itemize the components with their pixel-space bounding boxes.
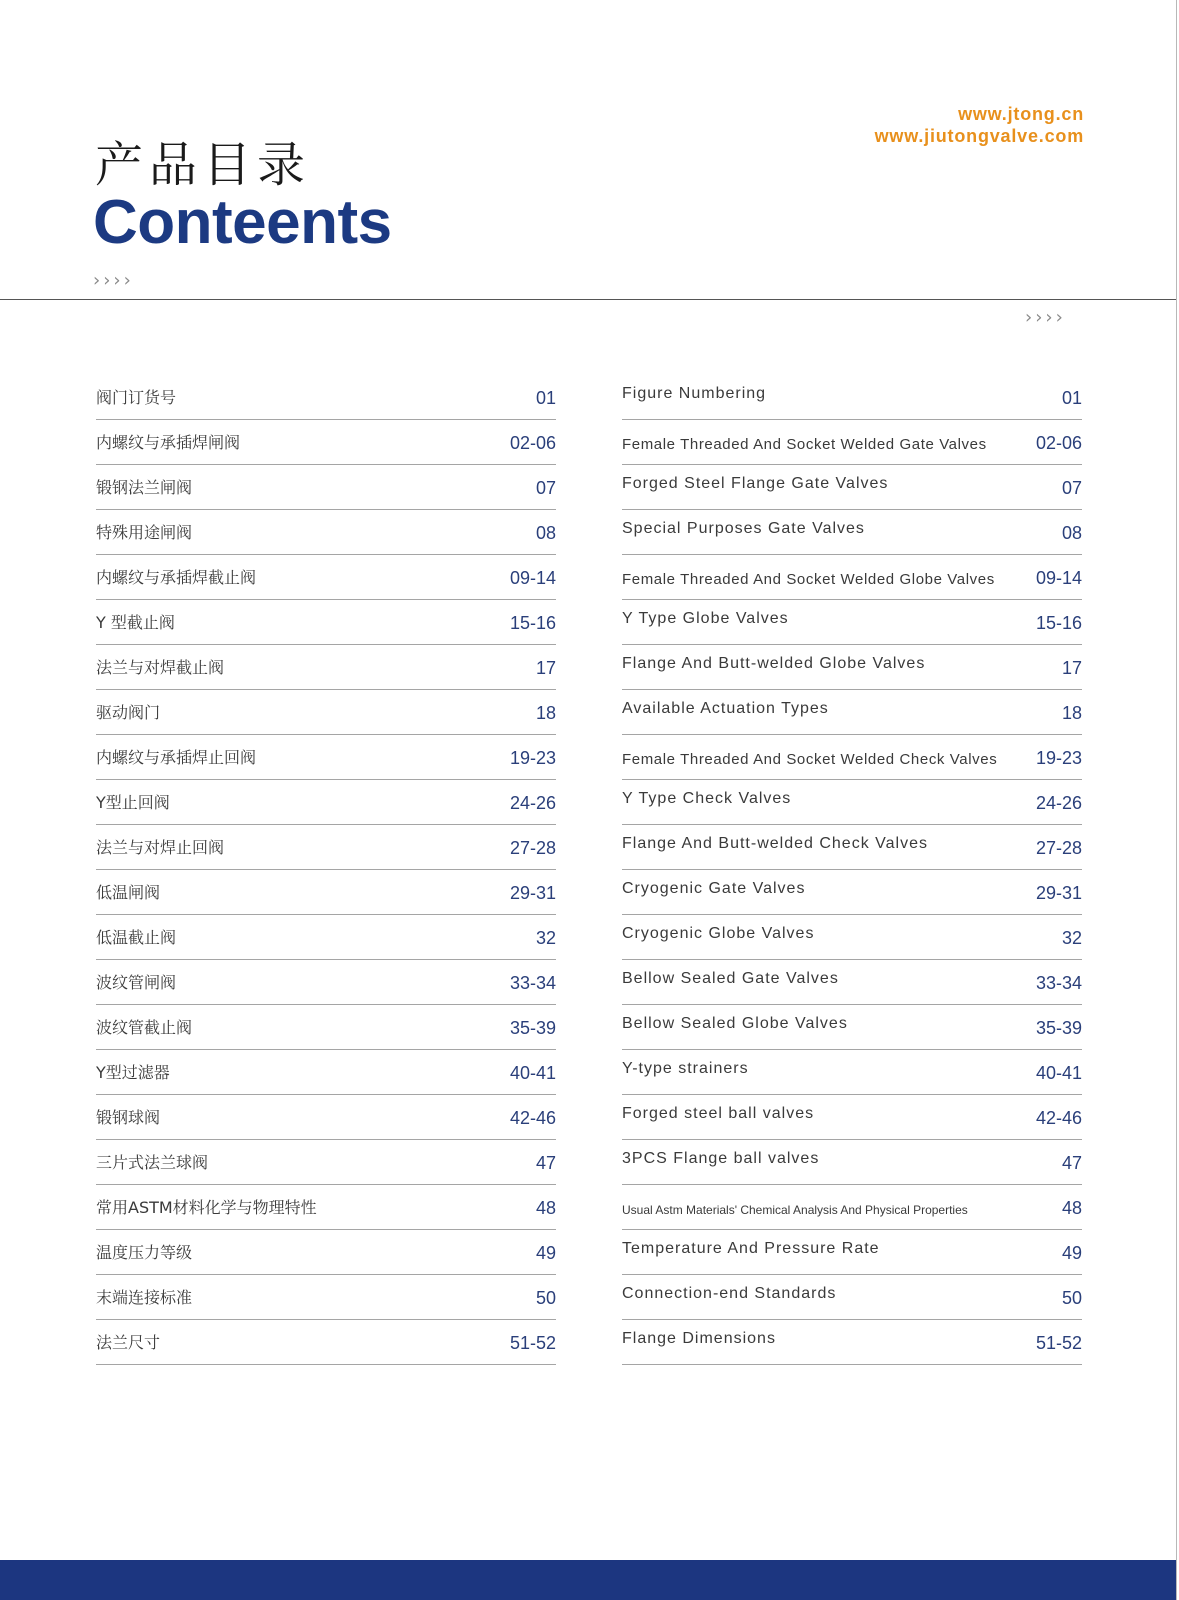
toc-row-english[interactable] xyxy=(622,375,1082,420)
chevrons-icon: ›››› xyxy=(93,270,134,291)
toc-entry-page-number: 32 xyxy=(535,928,556,948)
toc-entry-page-number: 27-28 xyxy=(509,838,556,858)
toc-entry-label: Female Threaded And Socket Welded Check Valves xyxy=(622,751,998,768)
toc-entry-page-number: 27-28 xyxy=(1035,838,1082,858)
toc-entry-page-number: 49 xyxy=(1061,1243,1082,1263)
toc-entry-page-number: 51-52 xyxy=(509,1333,556,1353)
toc-entry-label: Y 型截止阀 xyxy=(96,613,175,632)
toc-entry-page-number: 29-31 xyxy=(1035,883,1082,903)
toc-row-english[interactable] xyxy=(622,1320,1082,1365)
toc-row-chinese[interactable] xyxy=(96,780,556,825)
toc-entry-label: 锻钢法兰闸阀 xyxy=(96,478,193,497)
toc-row-chinese[interactable] xyxy=(96,1005,556,1050)
toc-entry-page-number: 50 xyxy=(1061,1288,1082,1308)
toc-row-chinese[interactable] xyxy=(96,465,556,510)
toc-entry-page-number: 02-06 xyxy=(509,433,556,453)
toc-entry-label: 波纹管截止阀 xyxy=(96,1018,193,1037)
toc-row-chinese[interactable] xyxy=(96,555,556,600)
toc-entry-page-number: 01 xyxy=(535,388,556,408)
toc-row-english[interactable] xyxy=(622,960,1082,1005)
toc-row-chinese[interactable] xyxy=(96,1140,556,1185)
toc-row-chinese[interactable] xyxy=(96,690,556,735)
toc-entry-page-number: 08 xyxy=(1061,523,1082,543)
toc-entry-label: Usual Astm Materials' Chemical Analysis And Physical Properties xyxy=(622,1203,968,1217)
toc-entry-page-number: 47 xyxy=(1061,1153,1082,1173)
toc-row-english[interactable] xyxy=(622,825,1082,870)
toc-entry-page-number: 18 xyxy=(1061,703,1082,723)
toc-entry-page-number: 19-23 xyxy=(509,748,556,768)
toc-entry-label: 特殊用途闸阀 xyxy=(96,523,193,542)
toc-entry-label: Forged steel ball valves xyxy=(622,1105,815,1122)
toc-entry-label: Available Actuation Types xyxy=(622,700,829,717)
toc-entry-label: 三片式法兰球阀 xyxy=(96,1153,209,1172)
toc-row-chinese[interactable] xyxy=(96,510,556,555)
toc-english-list xyxy=(622,375,1082,1365)
toc-entry-page-number: 07 xyxy=(1061,478,1082,498)
toc-entry-label: 常用ASTM材料化学与物理特性 xyxy=(96,1198,317,1217)
toc-entry-page-number: 51-52 xyxy=(1035,1333,1082,1353)
toc-entry-label: 低温闸阀 xyxy=(96,883,161,902)
toc-row-english[interactable] xyxy=(622,1095,1082,1140)
toc-row-chinese[interactable] xyxy=(96,1050,556,1095)
page-title-english: Conteents xyxy=(93,188,392,257)
website-urls xyxy=(875,103,1084,147)
toc-entry-label: 锻钢球阀 xyxy=(96,1108,161,1127)
toc-entry-label: Forged Steel Flange Gate Valves xyxy=(622,475,889,492)
toc-entry-page-number: 09-14 xyxy=(509,568,556,588)
toc-entry-label: Cryogenic Globe Valves xyxy=(622,925,815,942)
toc-row-english[interactable] xyxy=(622,510,1082,555)
toc-entry-label: 3PCS Flange ball valves xyxy=(622,1150,820,1167)
toc-row-chinese[interactable] xyxy=(96,1230,556,1275)
toc-row-english[interactable] xyxy=(622,1185,1082,1230)
toc-row-chinese[interactable] xyxy=(96,735,556,780)
toc-entry-label: Special Purposes Gate Valves xyxy=(622,520,865,537)
toc-entry-page-number: 19-23 xyxy=(1035,748,1082,768)
toc-entry-label: Temperature And Pressure Rate xyxy=(622,1240,880,1257)
toc-row-english[interactable] xyxy=(622,735,1082,780)
page-title-chinese: 产品目录 xyxy=(95,137,312,193)
toc-entry-label: 驱动阀门 xyxy=(96,703,161,722)
toc-row-english[interactable] xyxy=(622,465,1082,510)
toc-entry-label: Y-type strainers xyxy=(622,1060,749,1077)
toc-entry-label: 阀门订货号 xyxy=(96,388,177,407)
toc-row-english[interactable] xyxy=(622,1140,1082,1185)
toc-entry-label: Bellow Sealed Gate Valves xyxy=(622,970,839,987)
toc-row-chinese[interactable] xyxy=(96,420,556,465)
toc-entry-page-number: 47 xyxy=(535,1153,556,1173)
toc-row-english[interactable] xyxy=(622,690,1082,735)
toc-entry-page-number: 35-39 xyxy=(1035,1018,1082,1038)
toc-row-english[interactable] xyxy=(622,600,1082,645)
toc-entry-label: 波纹管闸阀 xyxy=(96,973,177,992)
url-jtong-link[interactable]: www.jtong.cn xyxy=(958,104,1084,124)
toc-row-chinese[interactable] xyxy=(96,1095,556,1140)
toc-row-english[interactable] xyxy=(622,555,1082,600)
toc-row-english[interactable] xyxy=(622,1005,1082,1050)
toc-row-english[interactable] xyxy=(622,780,1082,825)
toc-entry-page-number: 07 xyxy=(535,478,556,498)
toc-entry-page-number: 15-16 xyxy=(1035,613,1082,633)
url-jiutongvalve-link[interactable]: www.jiutongvalve.com xyxy=(874,126,1084,146)
toc-entry-label: Y Type Check Valves xyxy=(622,790,792,807)
toc-entry-page-number: 40-41 xyxy=(509,1063,556,1083)
toc-entry-page-number: 24-26 xyxy=(1035,793,1082,813)
toc-entry-label: Female Threaded And Socket Welded Gate Valves xyxy=(622,436,987,453)
toc-row-chinese[interactable] xyxy=(96,1275,556,1320)
toc-row-english[interactable] xyxy=(622,1275,1082,1320)
toc-entry-page-number: 33-34 xyxy=(509,973,556,993)
toc-entry-label: Figure Numbering xyxy=(622,385,767,402)
toc-entry-label: 温度压力等级 xyxy=(96,1243,193,1262)
toc-entry-page-number: 40-41 xyxy=(1035,1063,1082,1083)
chevrons-icon: ›››› xyxy=(1025,307,1066,328)
toc-entry-page-number: 50 xyxy=(535,1288,556,1308)
toc-entry-page-number: 48 xyxy=(1061,1198,1082,1218)
toc-entry-page-number: 35-39 xyxy=(509,1018,556,1038)
toc-entry-label: 法兰与对焊截止阀 xyxy=(96,658,225,677)
toc-entry-label: 末端连接标准 xyxy=(96,1288,193,1307)
toc-entry-page-number: 42-46 xyxy=(509,1108,556,1128)
toc-entry-label: 内螺纹与承插焊截止阀 xyxy=(96,568,257,587)
toc-entry-label: Y型止回阀 xyxy=(96,793,170,812)
toc-entry-page-number: 49 xyxy=(535,1243,556,1263)
footer-bar xyxy=(0,1560,1176,1600)
toc-entry-label: Connection-end Standards xyxy=(622,1285,837,1302)
toc-entry-label: 法兰尺寸 xyxy=(96,1333,161,1352)
toc-row-chinese[interactable] xyxy=(96,870,556,915)
toc-entry-label: 内螺纹与承插焊止回阀 xyxy=(96,748,257,767)
toc-entry-label: Female Threaded And Socket Welded Globe Valves xyxy=(622,571,995,588)
toc-entry-label: 内螺纹与承插焊闸阀 xyxy=(96,433,241,452)
toc-entry-label: Y Type Globe Valves xyxy=(622,610,789,627)
toc-entry-page-number: 24-26 xyxy=(509,793,556,813)
toc-entry-page-number: 32 xyxy=(1061,928,1082,948)
toc-entry-label: 低温截止阀 xyxy=(96,928,177,947)
toc-entry-page-number: 17 xyxy=(535,658,556,678)
toc-entry-label: Y型过滤器 xyxy=(96,1063,170,1082)
toc-row-chinese[interactable] xyxy=(96,645,556,690)
toc-row-chinese[interactable] xyxy=(96,600,556,645)
header-divider xyxy=(0,299,1176,300)
toc-entry-page-number: 08 xyxy=(535,523,556,543)
toc-entry-page-number: 18 xyxy=(535,703,556,723)
toc-row-chinese[interactable] xyxy=(96,1185,556,1230)
toc-row-english[interactable] xyxy=(622,645,1082,690)
toc-entry-page-number: 29-31 xyxy=(509,883,556,903)
toc-entry-page-number: 48 xyxy=(535,1198,556,1218)
toc-entry-label: Flange And Butt-welded Globe Valves xyxy=(622,655,926,672)
toc-row-english[interactable] xyxy=(622,1050,1082,1095)
toc-row-english[interactable] xyxy=(622,420,1082,465)
toc-entry-page-number: 15-16 xyxy=(509,613,556,633)
toc-entry-label: Bellow Sealed Globe Valves xyxy=(622,1015,848,1032)
toc-row-english[interactable] xyxy=(622,870,1082,915)
toc-chinese-list xyxy=(96,375,556,1365)
toc-entry-page-number: 02-06 xyxy=(1035,433,1082,453)
toc-row-chinese[interactable] xyxy=(96,825,556,870)
toc-entry-label: Cryogenic Gate Valves xyxy=(622,880,806,897)
toc-entry-label: 法兰与对焊止回阀 xyxy=(96,838,225,857)
toc-row-chinese[interactable] xyxy=(96,915,556,960)
toc-row-chinese[interactable] xyxy=(96,375,556,420)
page-edge-line xyxy=(1176,0,1177,1600)
toc-row-english[interactable] xyxy=(622,915,1082,960)
toc-entry-page-number: 01 xyxy=(1061,388,1082,408)
toc-entry-label: Flange Dimensions xyxy=(622,1330,776,1347)
toc-row-english[interactable] xyxy=(622,1230,1082,1275)
toc-entry-page-number: 33-34 xyxy=(1035,973,1082,993)
toc-entry-page-number: 42-46 xyxy=(1035,1108,1082,1128)
toc-entry-page-number: 09-14 xyxy=(1035,568,1082,588)
toc-row-chinese[interactable] xyxy=(96,1320,556,1365)
toc-entry-label: Flange And Butt-welded Check Valves xyxy=(622,835,928,852)
toc-row-chinese[interactable] xyxy=(96,960,556,1005)
toc-entry-page-number: 17 xyxy=(1061,658,1082,678)
